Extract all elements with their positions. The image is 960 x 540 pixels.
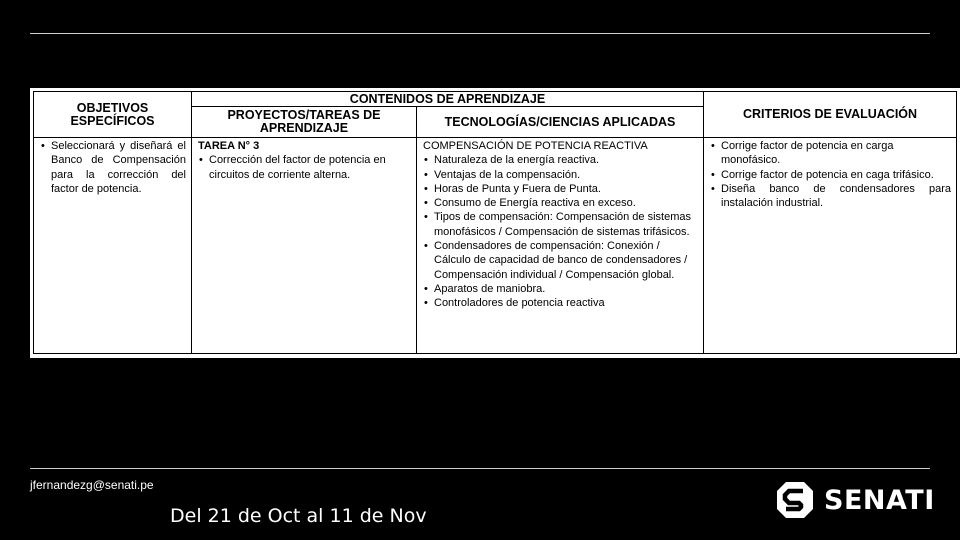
tecnologia-item: • Consumo de Energía reactiva en exceso. bbox=[423, 196, 698, 210]
bottom-divider bbox=[30, 468, 930, 469]
proyecto-item: • Corrección del factor de potencia en circuitos de corriente alterna. bbox=[198, 153, 411, 182]
senati-s-icon bbox=[776, 481, 814, 519]
tecnologia-item: • Ventajas de la compensación. bbox=[423, 168, 698, 182]
header-proyectos: PROYECTOS/TAREAS DE APRENDIZAJE bbox=[192, 107, 417, 138]
criterio-item: • Corrige factor de potencia en carga monofásico. bbox=[710, 139, 951, 168]
tecnologias-title: COMPENSACIÓN DE POTENCIA REACTIVA bbox=[423, 140, 648, 152]
tecnologia-item: • Horas de Punta y Fuera de Punta. bbox=[423, 182, 698, 196]
tecnologia-item: • Condensadores de compensación: Conexión / Cálculo de capacidad de banco de condensadores / Compensación individual / Compensación global. bbox=[423, 239, 698, 282]
logo-text: SENATI bbox=[824, 484, 935, 516]
criterio-item: • Diseña banco de condensadores para instalación industrial. bbox=[710, 182, 951, 211]
syllabus-table bbox=[33, 91, 957, 354]
header-criterios: CRITERIOS DE EVALUACIÓN bbox=[704, 92, 957, 138]
header-tecnologias: TECNOLOGÍAS/CIENCIAS APLICADAS bbox=[417, 107, 704, 138]
objetivo-item: • Seleccionará y diseñará el Banco de Compensación para la corrección del factor de potencia. bbox=[40, 139, 186, 196]
top-divider bbox=[30, 33, 930, 34]
tecnologia-item: • Naturaleza de la energía reactiva. bbox=[423, 153, 698, 167]
tecnologia-item: • Controladores de potencia reactiva bbox=[423, 296, 698, 310]
header-contenidos: CONTENIDOS DE APRENDIZAJE bbox=[192, 92, 704, 107]
header-objetivos: OBJETIVOS ESPECÍFICOS bbox=[34, 92, 192, 138]
cell-objetivos bbox=[34, 138, 192, 354]
cell-criterios bbox=[704, 138, 957, 354]
tecnologia-item: • Aparatos de maniobra. bbox=[423, 282, 698, 296]
syllabus-table-container bbox=[30, 88, 960, 358]
criterio-item: • Corrige factor de potencia en caga trifásico. bbox=[710, 168, 951, 182]
tecnologia-item: • Tipos de compensación: Compensación de sistemas monofásicos / Compensación de sistemas trifásicos. bbox=[423, 210, 698, 239]
senati-logo bbox=[776, 481, 935, 519]
footer-email: jfernandezg@senati.pe bbox=[30, 478, 154, 492]
cell-proyectos bbox=[192, 138, 417, 354]
tarea-title: TAREA N° 3 bbox=[198, 140, 260, 152]
footer-dates: Del 21 de Oct al 11 de Nov bbox=[170, 505, 427, 527]
cell-tecnologias bbox=[417, 138, 704, 354]
